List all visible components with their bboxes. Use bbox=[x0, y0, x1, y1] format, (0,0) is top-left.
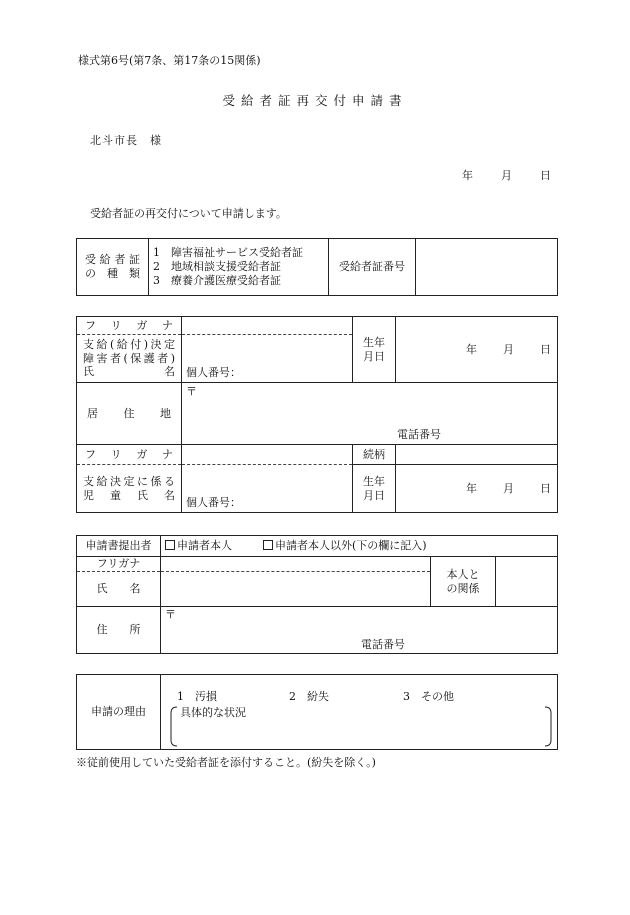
submitter-label: 申請書提出者 bbox=[77, 536, 161, 557]
submitter-name-label: 氏 名 bbox=[77, 572, 161, 607]
certificate-number-field[interactable] bbox=[416, 239, 558, 296]
certificate-number-label: 受給者証番号 bbox=[329, 239, 416, 296]
child-furigana-label: フ リ ガ ナ bbox=[77, 445, 182, 465]
submitter-address-label: 住 所 bbox=[77, 607, 161, 654]
reason-option-3[interactable]: 3 その他 bbox=[403, 690, 454, 703]
reason-option-1[interactable]: 1 汚損 bbox=[177, 690, 217, 703]
submitter-furigana-field[interactable] bbox=[161, 557, 431, 572]
certificate-type-label bbox=[77, 239, 149, 296]
reason-label: 申請の理由 bbox=[77, 675, 161, 750]
certificate-option-2[interactable]: 2 地域相談支援受給者証 bbox=[153, 259, 281, 273]
date-month: 月 bbox=[501, 169, 512, 182]
child-furigana-field[interactable] bbox=[182, 445, 353, 465]
recipient-address-field[interactable] bbox=[182, 383, 558, 445]
certificate-option-1[interactable]: 1 障害福祉サービス受給者証 bbox=[153, 245, 303, 259]
submitter-other-option[interactable]: 申請者本人以外(下の欄に記入) bbox=[263, 539, 427, 552]
certificate-type-label-line-1: 受給者証 bbox=[85, 253, 140, 267]
recipient-table bbox=[76, 316, 558, 513]
submitter-self-option[interactable]: 申請者本人 bbox=[165, 539, 232, 552]
submitter-name-field[interactable] bbox=[161, 572, 431, 607]
reason-option-2[interactable]: 2 紛失 bbox=[289, 690, 329, 703]
submitter-postal-mark: 〒 bbox=[165, 608, 176, 621]
intro-text: 受給者証の再交付について申請します。 bbox=[90, 207, 287, 220]
recipient-furigana-field[interactable] bbox=[182, 317, 353, 335]
page-title: 受給者証再交付申請書 bbox=[222, 93, 408, 108]
child-personal-number-label: 個人番号： bbox=[186, 496, 241, 510]
child-name-field[interactable] bbox=[182, 465, 353, 513]
recipient-birth-date[interactable]: 年 月 日 bbox=[396, 317, 558, 383]
date-day: 日 bbox=[540, 169, 551, 182]
submitter-table bbox=[76, 535, 558, 654]
submitter-phone-label: 電話番号 bbox=[361, 638, 405, 652]
submitter-relation-field[interactable] bbox=[496, 557, 558, 607]
submitter-address-field[interactable] bbox=[161, 607, 558, 654]
footnote: ※従前使用していた受給者証を添付すること。(紛失を除く。) bbox=[76, 756, 376, 769]
child-name-label: 支給決定に係る 児 童 氏 名 bbox=[77, 465, 182, 513]
recipient-furigana-label: フ リ ガ ナ bbox=[77, 317, 182, 335]
reason-detail-label: 具体的な状況 bbox=[180, 706, 246, 719]
submitter-furigana-label: フリガナ bbox=[77, 557, 161, 572]
form-number: 様式第6号(第7条、第17条の15関係) bbox=[78, 54, 261, 67]
certificate-option-3[interactable]: 3 療養介護医療受給者証 bbox=[153, 274, 281, 288]
child-birth-date[interactable]: 年 月 日 bbox=[396, 465, 558, 513]
reason-field[interactable] bbox=[161, 675, 558, 750]
checkbox-self[interactable] bbox=[165, 540, 175, 550]
recipient-address-label: 居 住 地 bbox=[77, 383, 182, 445]
certificate-type-table bbox=[76, 238, 558, 296]
certificate-type-label-line-2: の 種 類 bbox=[85, 267, 140, 280]
recipient-name-label: 支給(給付)決定 障害者(保護者) 氏 名 bbox=[77, 335, 182, 383]
reason-detail-bracket bbox=[169, 706, 553, 748]
child-birth-label: 生年 月日 bbox=[353, 465, 396, 513]
recipient-personal-number-label: 個人番号： bbox=[186, 366, 241, 380]
child-relation-label: 続柄 bbox=[353, 445, 396, 465]
certificate-type-options[interactable] bbox=[149, 239, 329, 296]
reason-table bbox=[76, 674, 558, 750]
recipient-phone-label: 電話番号 bbox=[397, 428, 441, 442]
recipient-birth-label: 生年 月日 bbox=[353, 317, 396, 383]
submitter-relation-label: 本人と の関係 bbox=[431, 557, 496, 607]
date-year: 年 bbox=[462, 169, 473, 182]
checkbox-other[interactable] bbox=[263, 540, 273, 550]
recipient-name-field[interactable] bbox=[182, 335, 353, 383]
child-relation-field[interactable] bbox=[396, 445, 558, 465]
application-date bbox=[462, 167, 551, 183]
addressee: 北斗市長 様 bbox=[90, 134, 162, 147]
submitter-options bbox=[161, 536, 558, 557]
postal-mark: 〒 bbox=[186, 385, 197, 398]
